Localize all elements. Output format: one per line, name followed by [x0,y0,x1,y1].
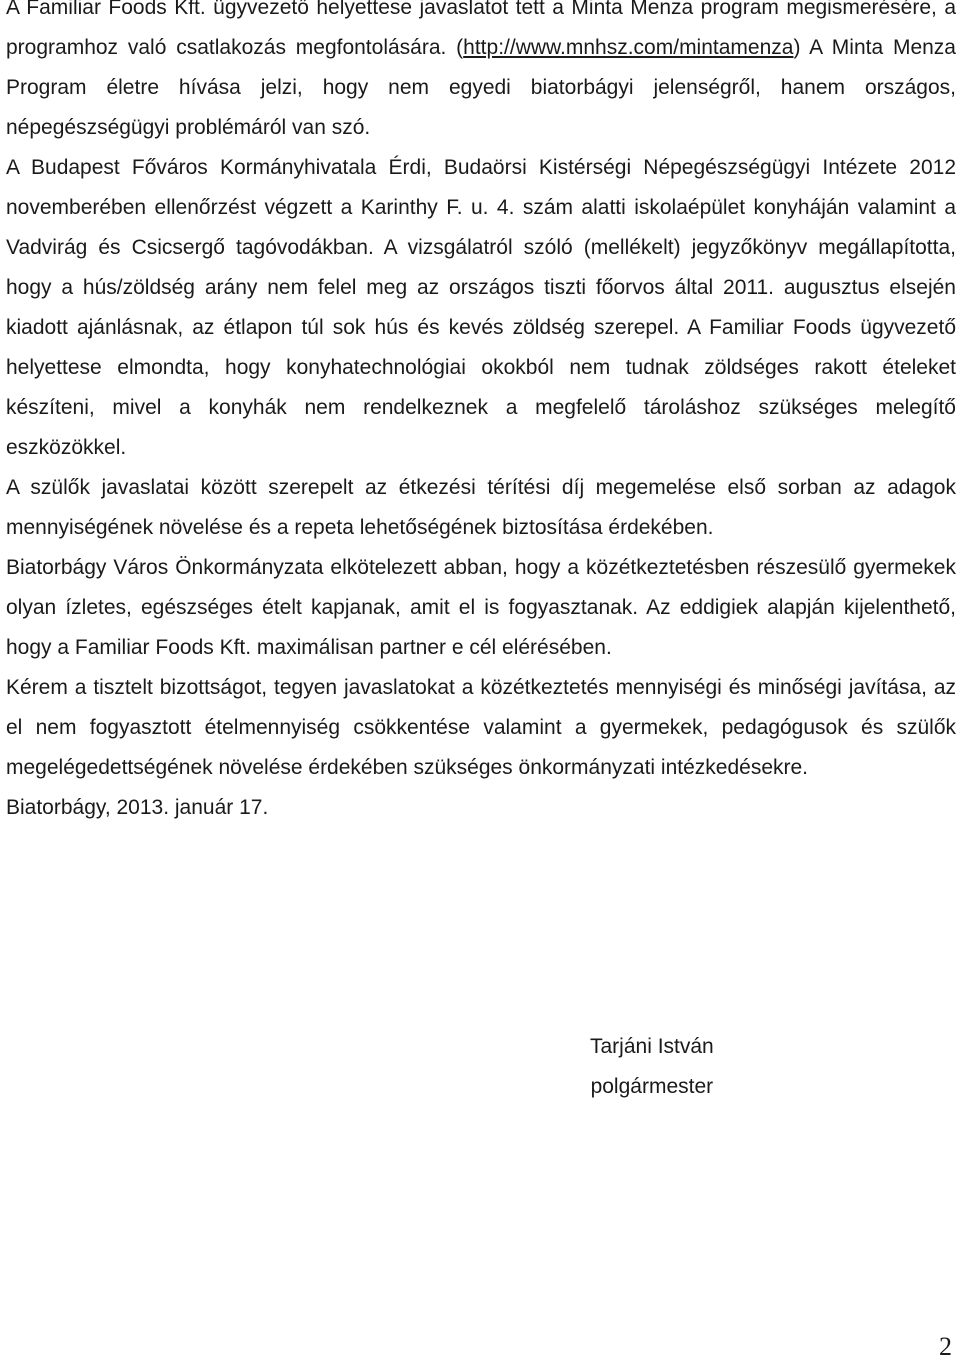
signature-block [590,1027,714,1107]
paragraph-minta-menza [6,0,956,148]
paragraph-request: Kérem a tisztelt bizottságot, tegyen javaslatokat a közétkeztetés mennyiségi és minőségi javítása, az el nem fogyasztott ételmennyiség csökkentése valamint a gyermekek, pedagógusok és szülők megelégedettségének növelése érdekében szükséges önkormányzati intézkedésekre. [6,676,956,779]
paragraph-parents-suggestions: A szülők javaslatai között szerepelt az étkezési térítési díj megemelése első sorban az adagok mennyiségének növelése és a repeta lehetőségének biztosítása érdekében. [6,476,956,539]
signatory-name: Tarjáni István [590,1035,714,1058]
paragraph-text: ) A Minta Menza Program életre hívása jelzi, hogy nem egyedi biatorbágyi jelenségről, hanem országos, népegészségügyi problémáról van szó. [6,36,956,139]
date-line: Biatorbágy, 2013. január 17. [6,796,269,819]
paragraph-inspection: A Budapest Főváros Kormányhivatala Érdi, Budaörsi Kistérségi Népegészségügyi Intézete 2012 novemberében ellenőrzést végzett a Karinthy F. u. 4. szám alatti iskolaépület konyháján valamint a Vadvirág és Csicsergő tagóvodákban. A vizsgálatról szóló (mellékelt) jegyzőkönyv megállapította, hogy a hús/zöldség arány nem felel meg az országos tiszti főorvos által 2011. augusztus elsején kiadott ajánlásnak, az étlapon túl sok hús és kevés zöldség szerepel. A Familiar Foods ügyvezető helyettese elmondta, hogy konyhatechnológiai okokból nem tudnak zöldséges rakott ételeket készíteni, mivel a konyhák nem rendelkeznek a megfelelő tároláshoz szükséges melegítő eszközökkel. [6,156,956,459]
page-number: 2 [939,1332,952,1361]
mintamenza-link[interactable]: http://www.mnhsz.com/mintamenza [463,36,794,59]
paragraph-commitment: Biatorbágy Város Önkormányzata elkötelezett abban, hogy a közétkeztetésben részesülő gyermekek olyan ízletes, egészséges ételt kapjanak, amit el is fogyasztanak. Az eddigiek alapján kijelenthető, hogy a Familiar Foods Kft. maximálisan partner e cél elérésében. [6,556,956,659]
signatory-title: polgármester [590,1075,714,1098]
document-body [6,0,956,828]
paragraph-text: A Familiar Foods Kft. ügyvezető helyettese javaslatot tett a Minta Menza program megismerésére, a programhoz való csatlakozás megfontolására. ( [6,0,956,59]
